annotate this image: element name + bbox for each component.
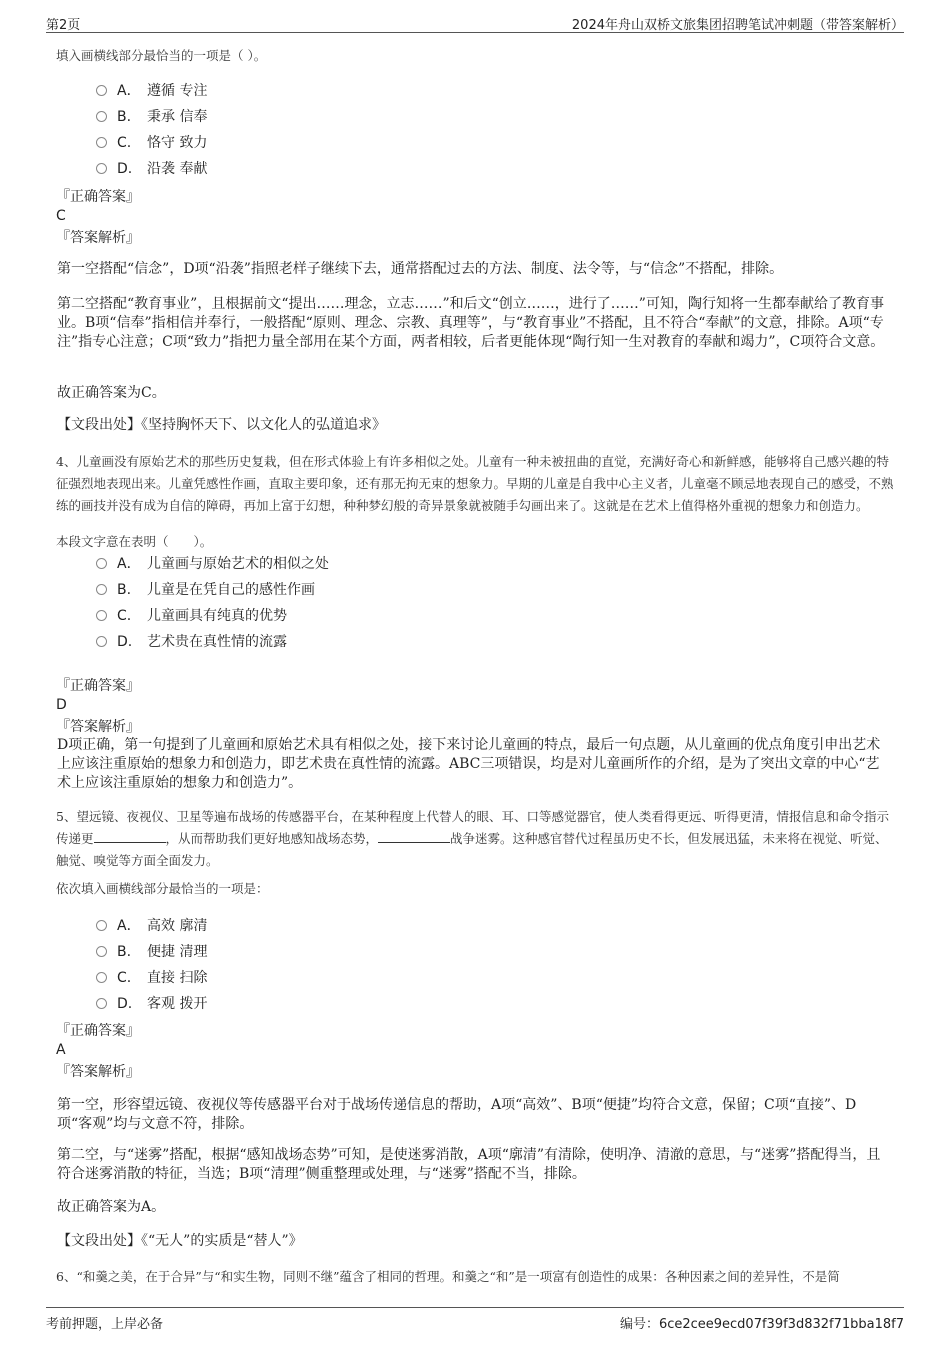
q5-analysis-p2: 第二空，与“迷雾”搭配，根据“感知战场态势”可知，是使迷雾消散，A项“廓清”有清除，使明净、清澈的意思，与“迷雾”搭配得当，且符合迷雾消散的特征，当选；B项“清理”侧重整理或处理，与“迷雾”搭配不当，排除。 [57,1147,881,1182]
radio-icon[interactable] [96,584,107,595]
radio-icon[interactable] [96,920,107,931]
page-footer [46,1307,904,1332]
q3-correct-label: 『正确答案』 [56,189,140,205]
radio-icon[interactable] [96,972,107,983]
q4-stem: 4、儿童画没有原始艺术的那些历史复栽，但在形式体验上有许多相似之处。儿童有一种未被扭曲的直觉，充满好奇心和新鲜感，能够将自己感兴趣的特征强烈地表现出来。儿童凭感性作画，直取主要印象，还有那无拘无束的想象力。早期的儿童是自我中心主义者，儿童毫不顾忌地表现自己的感受，不熟练的画技并没有成为自信的障碍，再加上富于幻想，种种梦幻般的奇异景象就被随手勾画出来了。这就是在艺术上值得格外重视的想象力和创造力。 [56,454,894,513]
document-title: 2024年舟山双桥文旅集团招聘笔试冲刺题（带答案解析） [571,18,904,33]
q5-options [96,913,207,1017]
radio-icon[interactable] [96,558,107,569]
q3-answer: C [56,208,66,224]
q4-correct-label: 『正确答案』 [56,678,140,694]
q4-analysis: D项正确，第一句提到了儿童画和原始艺术具有相似之处，接下来讨论儿童画的特点，最后一句点题，从儿童画的优点角度引申出艺术上应该注重原始的想象力和创造力，即艺术贵在真性情的流露。ABC三项错误，均是对儿童画所作的介绍，是为了突出文章的中心“艺术上应该注重原始的想象力和创造力”。 [57,737,881,791]
q5-analysis-p1: 第一空，形容望远镜、夜视仪等传感器平台对于战场传递信息的帮助，A项“高效”、B项“便捷”均符合文意，保留；C项“直接”、D项“客观”均与文意不符，排除。 [57,1097,857,1132]
q3-option-a[interactable]: A． 遵循 专注 [96,78,207,104]
footer-slogan: 考前押题，上岸必备 [46,1317,164,1332]
q5-prompt: 依次填入画横线部分最恰当的一项是： [56,881,269,896]
radio-icon[interactable] [96,85,107,96]
q5-option-a[interactable]: A． 高效 廓清 [96,913,207,939]
q4-prompt: 本段文字意在表明（ ）。 [56,534,213,549]
fill-blank [378,830,450,843]
q3-option-b[interactable]: B. 秉承 信奉 [96,104,207,130]
q3-prompt: 填入画横线部分最恰当的一项是（ ）。 [56,48,267,63]
page-number: 第2页 [46,18,81,33]
q4-options [96,551,329,655]
q3-analysis-p2: 第二空搭配“教育事业”，且根据前文“提出……理念，立志……”和后文“创立……，进行了……”可知，陶行知将一生都奉献给了教育事业。B项“信奉”指相信并奉行，一般搭配“原则、理念、宗教、真理等”，与“教育事业”不搭配，且不符合“奉献”的文意，排除。A项“专注”指专心注意；C项“致力”指把力量全部用在某个方面，两者相较，后者更能体现“陶行知一生对教育的奉献和竭力”，C项符合文意。 [57,296,885,350]
q5-analysis-label: 『答案解析』 [56,1064,140,1080]
q4-analysis-label: 『答案解析』 [56,719,140,735]
q5-correct-label: 『正确答案』 [56,1023,140,1039]
q3-option-d[interactable]: D. 沿袭 奉献 [96,156,207,182]
q5-conclusion: 故正确答案为A。 [57,1199,166,1215]
q5-option-d[interactable]: D. 客观 拨开 [96,991,207,1017]
q5-stem: 5、望远镜、夜视仪、卫星等遍布战场的传感器平台，在某种程度上代替人的眼、耳、口等感觉器官，使人类看得更远、听得更清，情报信息和命令指示传递更 ，从而帮助我们更好地感知战场态势， 战争迷雾。这种感官替代过程虽历史不长，但发展迅猛，未来将在视觉、听觉、触觉、嗅觉等方面全面发力。 [56,809,889,868]
q5-source: 【文段出处】《“无人”的实质是“替人”》 [57,1233,303,1249]
page-header [46,10,904,33]
q3-options [96,78,207,182]
radio-icon[interactable] [96,998,107,1009]
document-id: 编号：6ce2cee9ecd07f39f3d832f71bba18f7 [619,1317,904,1332]
q5-option-c[interactable]: C. 直接 扫除 [96,965,207,991]
q6-stem: 6、“和羹之美，在于合异”与“和实生物，同则不继”蕴含了相同的哲理。和羹之“和”是一项富有创造性的成果：各种因素之间的差异性，不是简 [56,1269,840,1284]
radio-icon[interactable] [96,946,107,957]
q3-conclusion: 故正确答案为C。 [57,385,166,401]
q4-answer: D [56,697,67,713]
q3-analysis-p1: 第一空搭配“信念”，D项“沿袭”指照老样子继续下去，通常搭配过去的方法、制度、法令等，与“信念”不搭配，排除。 [57,261,784,277]
fill-blank [94,830,166,843]
radio-icon[interactable] [96,163,107,174]
q5-answer: A [56,1042,66,1058]
radio-icon[interactable] [96,610,107,621]
q4-option-c[interactable]: C. 儿童画具有纯真的优势 [96,603,329,629]
radio-icon[interactable] [96,111,107,122]
q4-option-b[interactable]: B. 儿童是在凭自己的感性作画 [96,577,329,603]
q3-analysis-label: 『答案解析』 [56,230,140,246]
q3-source: 【文段出处】《坚持胸怀天下、以文化人的弘道追求》 [57,417,386,433]
q4-option-d[interactable]: D. 艺术贵在真性情的流露 [96,629,329,655]
q4-option-a[interactable]: A． 儿童画与原始艺术的相似之处 [96,551,329,577]
q3-option-c[interactable]: C. 恪守 致力 [96,130,207,156]
q5-option-b[interactable]: B. 便捷 清理 [96,939,207,965]
radio-icon[interactable] [96,636,107,647]
radio-icon[interactable] [96,137,107,148]
